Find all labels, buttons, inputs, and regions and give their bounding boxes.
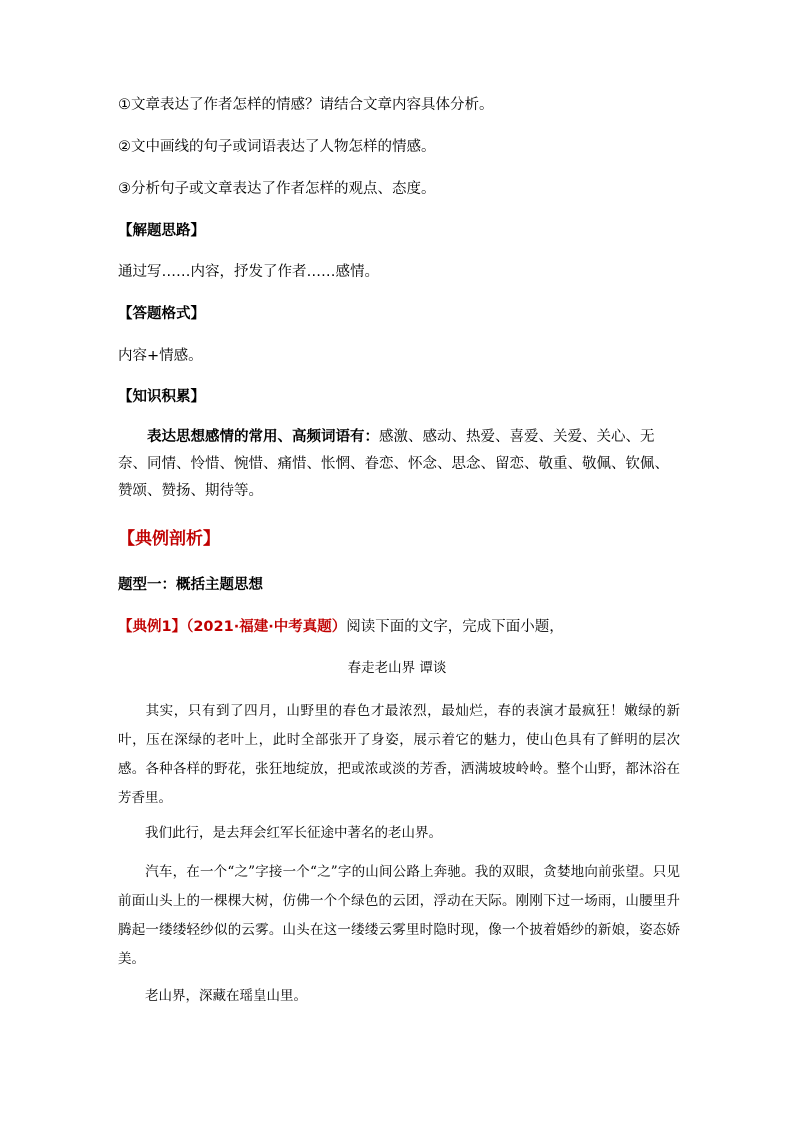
knowledge-heading: 【知识积累】 bbox=[118, 389, 205, 405]
question-3: ③分析句子或文章表达了作者怎样的观点、态度。 bbox=[118, 181, 436, 197]
article-paragraph-4-text: 老山界，深藏在瑶皇山里。 bbox=[145, 988, 307, 1004]
knowledge-lead: 表达思想感情的常用、高频词语有： bbox=[147, 429, 379, 445]
idea-text: 通过写……内容，抒发了作者……感情。 bbox=[118, 264, 379, 280]
article-paragraph-1-text: 其实，只有到了四月，山野里的春色才最浓烈，最灿烂，春的表演才最疯狂！嫩绿的新叶，压在深绿的老叶上，此时全部张开了身姿，展示着它的魅力，使山色具有了鲜明的层次感。各种各样的野花，张狂地绽放，把或浓或淡的芳香，洒满坡坡岭岭。整个山野，都沐浴在芳香里。 bbox=[118, 703, 680, 806]
article-paragraph-3-text: 汽车，在一个“之”字接一个“之”字的山间公路上奔驰。我的双眼，贪婪地向前张望。只见前面山头上的一棵棵大树，仿佛一个个绿色的云团，浮动在天际。刚刚下过一场雨，山腰里升腾起一缕缕轻纱似的云雾。山头在这一缕缕云雾里时隐时现，像一个披着婚纱的新娘，姿态娇美。 bbox=[118, 864, 680, 967]
example-line bbox=[118, 617, 564, 637]
format-heading: 【答题格式】 bbox=[118, 306, 205, 322]
analysis-heading: 【典例剖析】 bbox=[118, 529, 220, 549]
article-paragraph-3 bbox=[118, 858, 680, 974]
example-source: （2021·福建·中考真题） bbox=[186, 619, 347, 635]
example-instruction: 阅读下面的文字，完成下面小题， bbox=[346, 619, 564, 635]
idea-heading: 【解题思路】 bbox=[118, 223, 205, 239]
article-title: 春走老山界 谭谈 bbox=[347, 660, 447, 676]
example-label: 【典例1】 bbox=[118, 619, 187, 635]
knowledge-paragraph bbox=[118, 424, 678, 505]
article-paragraph-2-text: 我们此行，是去拜会红军长征途中著名的老山界。 bbox=[145, 825, 442, 841]
question-2: ②文中画线的句子或词语表达了人物怎样的情感。 bbox=[118, 139, 436, 155]
question-1: ①文章表达了作者怎样的情感？请结合文章内容具体分析。 bbox=[118, 97, 494, 113]
article-paragraph-2 bbox=[118, 819, 680, 848]
knowledge-words: 感激、感动、热爱、喜爱、关爱、关心、无奈、同情、怜惜、惋惜、痛惜、怅惘、眷恋、怀念、思念、留恋、敬重、敬佩、钦佩、赞颂、赞扬、期待等。 bbox=[118, 429, 669, 499]
question-type-title: 题型一：概括主题思想 bbox=[118, 577, 263, 593]
format-text: 内容+情感。 bbox=[118, 348, 203, 364]
article-paragraph-1 bbox=[118, 697, 680, 813]
article-paragraph-4 bbox=[118, 982, 680, 1011]
